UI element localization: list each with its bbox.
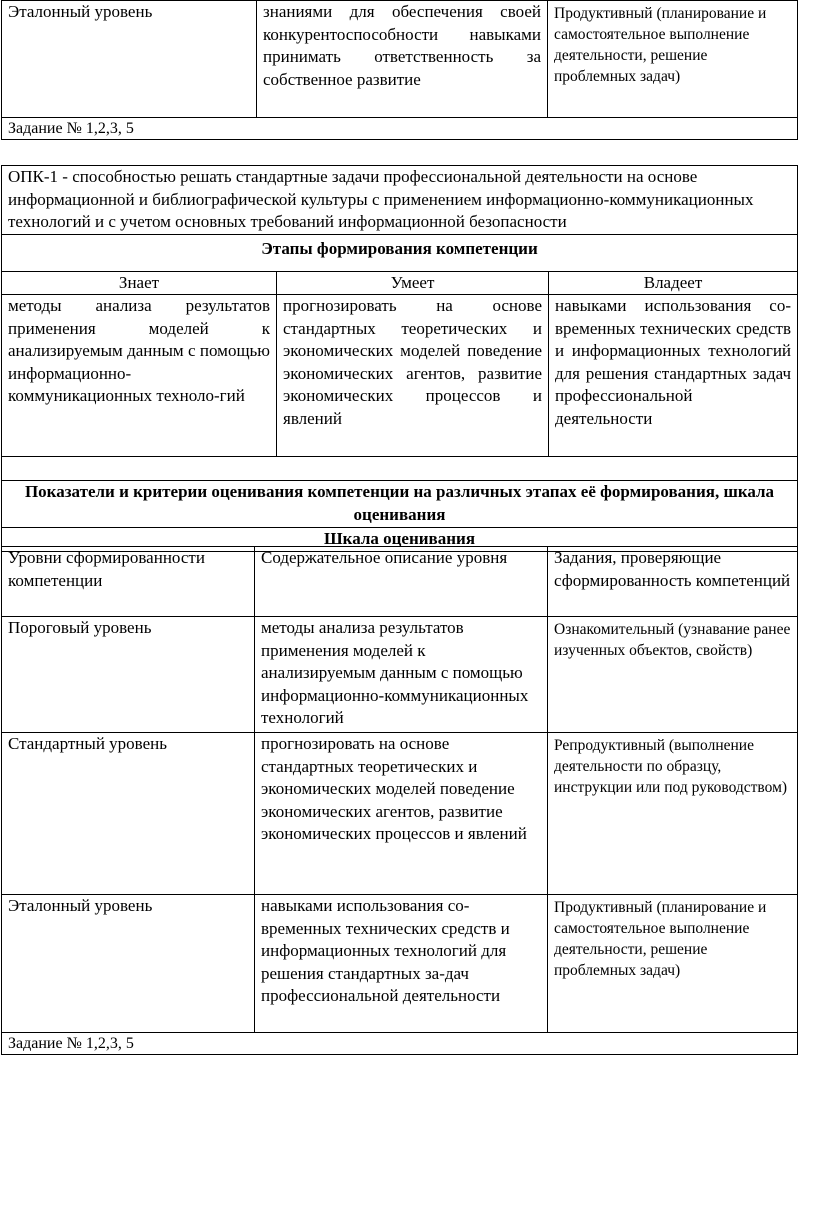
- col-knows-header: Знает: [2, 271, 277, 295]
- opk-title-cell: ОПК-1 - способностью решать стандартные задачи профессиональной деятельности на основе информационной и библиографической культуры с применением информационно-коммуникационных технологий и с учетом основных требований информационной безопасности: [2, 166, 798, 235]
- knows-cell: методы анализа результатов применения моделей к анализируемым данным с помощью информационно-коммуникационных техноло-гий: [2, 295, 277, 457]
- level-cell-standard: Стандартный уровень: [2, 733, 255, 895]
- col-tasks-header: Задания, проверяющие сформированность компетенций: [548, 547, 798, 617]
- level-cell-reference: Эталонный уровень: [2, 895, 255, 1033]
- top-task-type-cell: Продуктивный (планирование и самостоятельное выполнение деятельности, решение проблемных задач): [548, 1, 798, 118]
- col-desc-header: Содержательное описание уровня: [255, 547, 548, 617]
- col-owns-header: Владеет: [549, 271, 798, 295]
- can-cell: прогнозировать на основе стандартных теоретических и экономических моделей поведение экономических агентов, развитие экономических процессов и явлений: [277, 295, 549, 457]
- top-assignment-cell: Задание № 1,2,3, 5: [2, 118, 798, 140]
- desc-cell-threshold: методы анализа результатов применения моделей к анализируемым данным с помощью информационно-коммуникационных технологий: [255, 617, 548, 733]
- scale-table: [1, 546, 798, 1055]
- col-can-header: Умеет: [277, 271, 549, 295]
- desc-cell-standard: прогнозировать на основе стандартных теоретических и экономических моделей поведение экономических агентов, развитие экономических процессов и явлений: [255, 733, 548, 895]
- top-table: [1, 0, 798, 140]
- col-level-header: Уровни сформированности компетенции: [2, 547, 255, 617]
- desc-cell-reference: навыками использования со-временных технических средств и информационных технологий для решения стандартных за-дач профессиональной деятельности: [255, 895, 548, 1033]
- top-level-cell: Эталонный уровень: [2, 1, 257, 118]
- criteria-heading: Показатели и критерии оценивания компетенции на различных этапах её формирования, шкала оценивания: [2, 481, 798, 528]
- spacer-row: [2, 457, 798, 481]
- level-cell-threshold: Пороговый уровень: [2, 617, 255, 733]
- opk-table: [1, 165, 798, 552]
- task-cell-threshold: Ознакомительный (узнавание ранее изученных объектов, свойств): [548, 617, 798, 733]
- task-cell-reference: Продуктивный (планирование и самостоятельное выполнение деятельности, решение проблемных задач): [548, 895, 798, 1033]
- bottom-assignment-cell: Задание № 1,2,3, 5: [2, 1033, 798, 1055]
- task-cell-standard: Репродуктивный (выполнение деятельности по образцу, инструкции или под руководством): [548, 733, 798, 895]
- top-description-cell: знаниями для обеспечения своей конкурентоспособности навыками принимать ответственность за собственное развитие: [257, 1, 548, 118]
- stages-heading: Этапы формирования компетенции: [2, 234, 798, 271]
- scale-heading: Шкала оценивания: [2, 528, 798, 552]
- owns-cell: навыками использования со-временных технических средств и информационных технологий для решения стандартных задач профессиональной деятельности: [549, 295, 798, 457]
